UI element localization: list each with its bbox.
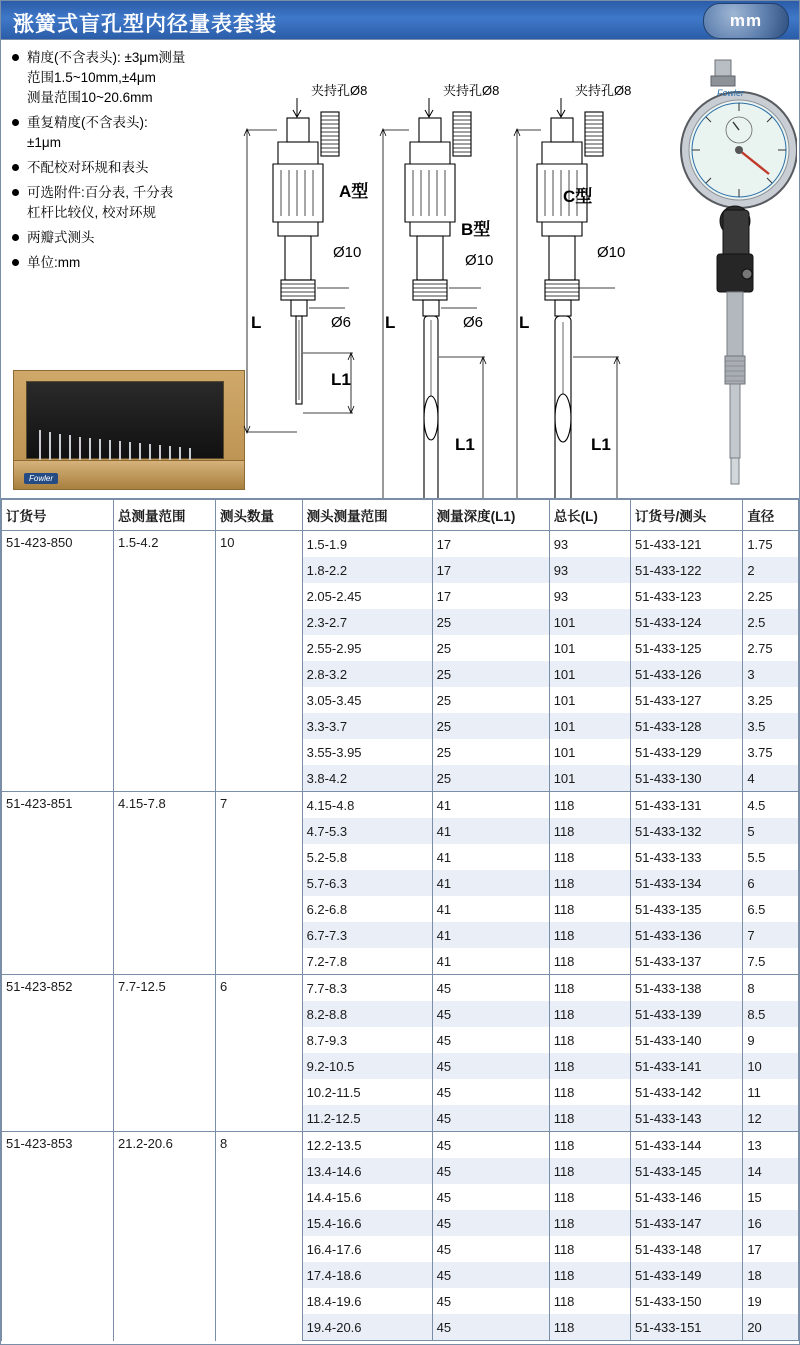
cell-head-order-no: 51-433-147	[631, 1210, 743, 1236]
cell-diameter: 3.5	[743, 713, 799, 739]
cell-head-range: 12.2-13.5	[302, 1132, 432, 1159]
cell-head-count: 8	[216, 1132, 303, 1341]
bullet-icon	[12, 259, 19, 266]
cell-total-length: 118	[549, 1236, 630, 1262]
cell-depth: 41	[432, 792, 549, 819]
cell-depth: 45	[432, 1288, 549, 1314]
cell-head-range: 10.2-11.5	[302, 1079, 432, 1105]
cell-head-order-no: 51-433-142	[631, 1079, 743, 1105]
col-head-range: 测头测量范围	[302, 500, 432, 531]
cell-head-range: 6.2-6.8	[302, 896, 432, 922]
cell-depth: 45	[432, 1236, 549, 1262]
cell-total-length: 118	[549, 1079, 630, 1105]
product-photo-bore-gauge	[673, 58, 797, 488]
cell-head-range: 2.3-2.7	[302, 609, 432, 635]
cell-head-order-no: 51-433-139	[631, 1001, 743, 1027]
cell-head-order-no: 51-433-148	[631, 1236, 743, 1262]
cell-total-length: 101	[549, 739, 630, 765]
cell-head-order-no: 51-433-141	[631, 1053, 743, 1079]
cell-depth: 45	[432, 1001, 549, 1027]
cell-total-length: 93	[549, 557, 630, 583]
cell-diameter: 3.25	[743, 687, 799, 713]
cell-total-length: 118	[549, 792, 630, 819]
cell-head-order-no: 51-433-150	[631, 1288, 743, 1314]
cell-head-order-no: 51-433-145	[631, 1158, 743, 1184]
specification-list	[11, 48, 251, 278]
cell-head-order-no: 51-433-133	[631, 844, 743, 870]
cell-head-order-no: 51-433-136	[631, 922, 743, 948]
cell-head-range: 14.4-15.6	[302, 1184, 432, 1210]
cell-head-order-no: 51-433-125	[631, 635, 743, 661]
cell-depth: 45	[432, 1105, 549, 1132]
cell-diameter: 3	[743, 661, 799, 687]
brand-logo: Fowler	[24, 473, 58, 484]
bullet-icon	[12, 234, 19, 241]
cell-head-count: 10	[216, 531, 303, 792]
cell-depth: 41	[432, 896, 549, 922]
dimension-lines	[244, 129, 620, 498]
cell-order-no: 51-423-850	[2, 531, 114, 792]
cell-order-no: 51-423-852	[2, 975, 114, 1132]
cell-diameter: 9	[743, 1027, 799, 1053]
spec-item-repeatability: 重复精度(不含表头): ±1μm	[11, 113, 251, 153]
cell-depth: 17	[432, 583, 549, 609]
cell-depth: 25	[432, 765, 549, 792]
label-dia6-a: Ø6	[331, 314, 352, 331]
table-row	[2, 792, 799, 819]
cell-diameter: 4	[743, 765, 799, 792]
cell-diameter: 19	[743, 1288, 799, 1314]
cell-head-order-no: 51-433-123	[631, 583, 743, 609]
cell-depth: 41	[432, 844, 549, 870]
cell-total-length: 93	[549, 531, 630, 558]
label-l-a: L	[251, 313, 262, 332]
spec-item-accessories: 可选附件:百分表, 千分表 杠杆比较仪, 校对环规	[11, 183, 251, 223]
cell-depth: 45	[432, 1184, 549, 1210]
cell-depth: 17	[432, 531, 549, 558]
cell-head-order-no: 51-433-131	[631, 792, 743, 819]
specification-table	[1, 499, 799, 1341]
label-dia10-c: Ø10	[597, 244, 626, 261]
table-header-row	[2, 500, 799, 531]
cell-head-order-no: 51-433-138	[631, 975, 743, 1002]
label-dia6-b: Ø6	[463, 314, 484, 331]
technical-drawings	[233, 40, 673, 498]
cell-diameter: 3.75	[743, 739, 799, 765]
cell-diameter: 7.5	[743, 948, 799, 975]
cell-head-order-no: 51-433-129	[631, 739, 743, 765]
col-head-count: 测头数量	[216, 500, 303, 531]
bullet-icon	[12, 54, 19, 61]
cell-diameter: 6	[743, 870, 799, 896]
cell-depth: 45	[432, 1053, 549, 1079]
cell-head-order-no: 51-433-137	[631, 948, 743, 975]
cell-head-range: 8.2-8.8	[302, 1001, 432, 1027]
col-depth: 测量深度(L1)	[432, 500, 549, 531]
cell-depth: 25	[432, 687, 549, 713]
product-photo-boxed-set	[13, 370, 245, 490]
cell-depth: 45	[432, 1210, 549, 1236]
cell-total-length: 101	[549, 635, 630, 661]
cell-total-range: 7.7-12.5	[113, 975, 215, 1132]
cell-head-range: 7.2-7.8	[302, 948, 432, 975]
cell-diameter: 10	[743, 1053, 799, 1079]
cell-total-length: 101	[549, 687, 630, 713]
cell-head-order-no: 51-433-134	[631, 870, 743, 896]
label-l-b: L	[385, 313, 396, 332]
cell-head-range: 3.05-3.45	[302, 687, 432, 713]
cell-head-range: 3.8-4.2	[302, 765, 432, 792]
label-clamp-hole-b: 夹持孔Ø8	[443, 83, 500, 98]
label-l-c: L	[519, 313, 530, 332]
cell-total-length: 118	[549, 818, 630, 844]
cell-depth: 41	[432, 922, 549, 948]
cell-diameter: 17	[743, 1236, 799, 1262]
cell-depth: 45	[432, 1079, 549, 1105]
label-clamp-hole-c: 夹持孔Ø8	[575, 83, 632, 98]
bullet-icon	[12, 189, 19, 196]
cell-depth: 25	[432, 635, 549, 661]
cell-order-no: 51-423-853	[2, 1132, 114, 1341]
svg-text:Fowler: Fowler	[717, 88, 745, 98]
cell-diameter: 14	[743, 1158, 799, 1184]
table-row	[2, 1132, 799, 1159]
cell-head-range: 9.2-10.5	[302, 1053, 432, 1079]
bullet-icon	[12, 119, 19, 126]
cell-total-length: 118	[549, 1132, 630, 1159]
cell-total-length: 118	[549, 1210, 630, 1236]
cell-head-order-no: 51-433-124	[631, 609, 743, 635]
cell-head-range: 2.05-2.45	[302, 583, 432, 609]
cell-total-length: 118	[549, 1314, 630, 1341]
cell-total-length: 101	[549, 765, 630, 792]
cell-diameter: 18	[743, 1262, 799, 1288]
cell-depth: 45	[432, 1132, 549, 1159]
cell-total-length: 118	[549, 1262, 630, 1288]
label-dia10-a: Ø10	[333, 244, 362, 261]
cell-diameter: 20	[743, 1314, 799, 1341]
cell-head-range: 6.7-7.3	[302, 922, 432, 948]
cell-depth: 25	[432, 609, 549, 635]
cell-head-order-no: 51-433-126	[631, 661, 743, 687]
cell-diameter: 12	[743, 1105, 799, 1132]
cell-total-length: 118	[549, 1027, 630, 1053]
top-illustration-area	[1, 40, 799, 499]
cell-head-range: 3.55-3.95	[302, 739, 432, 765]
cell-depth: 45	[432, 1027, 549, 1053]
cell-total-length: 118	[549, 1158, 630, 1184]
cell-total-length: 118	[549, 975, 630, 1002]
unit-badge: mm	[703, 3, 789, 39]
cell-total-length: 118	[549, 1288, 630, 1314]
label-l1-a: L1	[331, 370, 351, 389]
cell-head-range: 2.55-2.95	[302, 635, 432, 661]
cell-total-length: 118	[549, 1001, 630, 1027]
cell-total-length: 101	[549, 609, 630, 635]
photo-case-lid	[14, 460, 244, 489]
table-row	[2, 975, 799, 1002]
cell-head-order-no: 51-433-127	[631, 687, 743, 713]
cell-total-length: 118	[549, 922, 630, 948]
cell-depth: 45	[432, 975, 549, 1002]
bullet-icon	[12, 164, 19, 171]
cell-head-range: 18.4-19.6	[302, 1288, 432, 1314]
cell-head-range: 2.8-3.2	[302, 661, 432, 687]
cell-head-order-no: 51-433-128	[631, 713, 743, 739]
cell-head-order-no: 51-433-151	[631, 1314, 743, 1341]
cell-head-range: 5.2-5.8	[302, 844, 432, 870]
cell-diameter: 8.5	[743, 1001, 799, 1027]
cell-depth: 45	[432, 1314, 549, 1341]
cell-order-no: 51-423-851	[2, 792, 114, 975]
drawings-svg	[233, 40, 673, 498]
cell-depth: 41	[432, 818, 549, 844]
label-l1-c: L1	[591, 435, 611, 454]
cell-total-range: 21.2-20.6	[113, 1132, 215, 1341]
cell-head-range: 7.7-8.3	[302, 975, 432, 1002]
drawing-type-a	[273, 98, 339, 404]
cell-diameter: 16	[743, 1210, 799, 1236]
label-type-b: B型	[461, 220, 491, 239]
cell-head-range: 8.7-9.3	[302, 1027, 432, 1053]
cell-head-range: 17.4-18.6	[302, 1262, 432, 1288]
cell-diameter: 7	[743, 922, 799, 948]
cell-diameter: 6.5	[743, 896, 799, 922]
label-dia10-b: Ø10	[465, 252, 494, 269]
cell-head-range: 1.5-1.9	[302, 531, 432, 558]
cell-depth: 25	[432, 661, 549, 687]
cell-total-length: 118	[549, 1184, 630, 1210]
cell-head-range: 19.4-20.6	[302, 1314, 432, 1341]
photo-foam-insert	[26, 381, 224, 459]
label-l1-b: L1	[455, 435, 475, 454]
col-order-no: 订货号	[2, 500, 114, 531]
spec-item-no-ring-gauge: 不配校对环规和表头	[11, 158, 251, 178]
cell-total-length: 118	[549, 1105, 630, 1132]
cell-depth: 25	[432, 713, 549, 739]
cell-total-length: 118	[549, 844, 630, 870]
spec-item-unit: 单位:mm	[11, 253, 251, 273]
cell-depth: 17	[432, 557, 549, 583]
cell-head-range: 1.8-2.2	[302, 557, 432, 583]
cell-total-length: 118	[549, 948, 630, 975]
cell-diameter: 2.75	[743, 635, 799, 661]
cell-depth: 25	[432, 739, 549, 765]
cell-total-range: 4.15-7.8	[113, 792, 215, 975]
cell-diameter: 4.5	[743, 792, 799, 819]
cell-diameter: 11	[743, 1079, 799, 1105]
cell-head-range: 11.2-12.5	[302, 1105, 432, 1132]
spec-item-two-point-head: 两瓣式测头	[11, 228, 251, 248]
label-clamp-hole-a: 夹持孔Ø8	[311, 83, 368, 98]
cell-diameter: 5	[743, 818, 799, 844]
cell-diameter: 15	[743, 1184, 799, 1210]
cell-diameter: 5.5	[743, 844, 799, 870]
cell-depth: 41	[432, 870, 549, 896]
cell-head-range: 3.3-3.7	[302, 713, 432, 739]
cell-head-range: 13.4-14.6	[302, 1158, 432, 1184]
cell-diameter: 2	[743, 557, 799, 583]
cell-head-order-no: 51-433-143	[631, 1105, 743, 1132]
cell-head-range: 15.4-16.6	[302, 1210, 432, 1236]
cell-depth: 41	[432, 948, 549, 975]
table-row	[2, 531, 799, 558]
cell-head-order-no: 51-433-132	[631, 818, 743, 844]
cell-head-range: 4.15-4.8	[302, 792, 432, 819]
table-body	[2, 531, 799, 1341]
col-head-order-no: 订货号/测头	[631, 500, 743, 531]
cell-head-count: 6	[216, 975, 303, 1132]
label-type-a: A型	[339, 182, 369, 201]
cell-head-range: 5.7-6.3	[302, 870, 432, 896]
cell-head-order-no: 51-433-149	[631, 1262, 743, 1288]
cell-head-order-no: 51-433-140	[631, 1027, 743, 1053]
cell-diameter: 2.5	[743, 609, 799, 635]
spec-item-accuracy: 精度(不含表头): ±3μm测量 范围1.5~10mm,±4μm 测量范围10~20.6mm	[11, 48, 251, 108]
cell-total-length: 118	[549, 870, 630, 896]
cell-diameter: 1.75	[743, 531, 799, 558]
page-header	[1, 1, 799, 40]
page-title: 涨簧式盲孔型内径量表套装	[13, 13, 277, 36]
cell-head-order-no: 51-433-130	[631, 765, 743, 792]
bore-gauge-svg	[673, 58, 797, 488]
cell-total-length: 118	[549, 896, 630, 922]
cell-diameter: 2.25	[743, 583, 799, 609]
cell-depth: 45	[432, 1262, 549, 1288]
cell-head-order-no: 51-433-144	[631, 1132, 743, 1159]
cell-diameter: 8	[743, 975, 799, 1002]
cell-total-length: 101	[549, 661, 630, 687]
cell-head-order-no: 51-433-122	[631, 557, 743, 583]
cell-depth: 45	[432, 1158, 549, 1184]
cell-total-range: 1.5-4.2	[113, 531, 215, 792]
cell-diameter: 13	[743, 1132, 799, 1159]
cell-total-length: 93	[549, 583, 630, 609]
col-total-range: 总测量范围	[113, 500, 215, 531]
col-total-length: 总长(L)	[549, 500, 630, 531]
cell-head-order-no: 51-433-135	[631, 896, 743, 922]
col-diameter: 直径	[743, 500, 799, 531]
cell-head-range: 16.4-17.6	[302, 1236, 432, 1262]
cell-head-range: 4.7-5.3	[302, 818, 432, 844]
cell-head-count: 7	[216, 792, 303, 975]
photo-measuring-heads	[35, 424, 205, 464]
label-type-c: C型	[563, 187, 593, 206]
cell-total-length: 118	[549, 1053, 630, 1079]
cell-head-order-no: 51-433-146	[631, 1184, 743, 1210]
cell-head-order-no: 51-433-121	[631, 531, 743, 558]
cell-total-length: 101	[549, 713, 630, 739]
